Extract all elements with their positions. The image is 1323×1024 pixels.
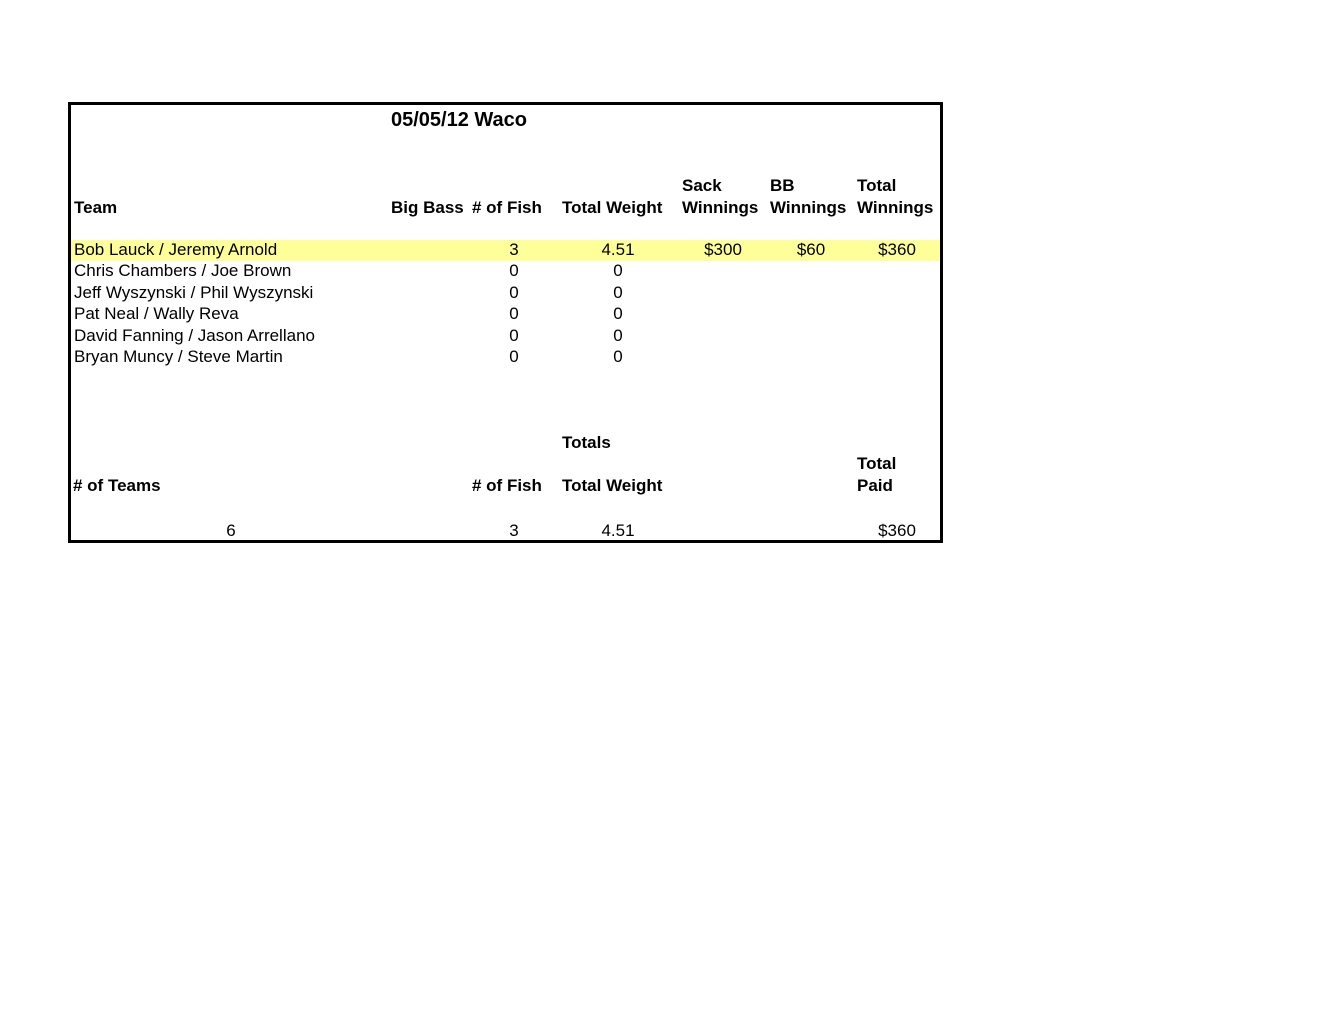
header-total-line2: Winnings	[857, 198, 934, 217]
cell-fish: 0	[509, 325, 519, 345]
cell-fish: 0	[509, 304, 519, 324]
header-sack-line1: Sack	[682, 176, 722, 195]
totals-weight-value: 4.51	[601, 521, 635, 540]
header-sack-line2: Winnings	[682, 198, 759, 217]
cell-team: Jeff Wyszynski / Phil Wyszynski	[74, 282, 314, 302]
cell-weight: 0	[613, 325, 623, 345]
totals-paid-value: $360	[878, 521, 916, 540]
header-bb-line1: BB	[770, 176, 795, 195]
totals-label: Totals	[562, 433, 611, 452]
cell-team: Pat Neal / Wally Reva	[74, 304, 239, 324]
cell-bb-winnings: $60	[796, 240, 826, 259]
cell-team: Bryan Muncy / Steve Martin	[74, 347, 283, 366]
totals-teams-label: # of Teams	[73, 476, 161, 495]
cell-weight: 0	[613, 261, 623, 281]
cell-sack-winnings: $300	[704, 240, 742, 259]
totals-weight-label: Total Weight	[562, 476, 663, 495]
cell-weight: 0	[613, 347, 623, 366]
cell-weight: 0	[613, 304, 623, 324]
cell-weight: 0	[613, 282, 623, 302]
cell-team: David Fanning / Jason Arrellano	[74, 325, 315, 345]
cell-fish: 0	[509, 347, 519, 366]
cell-fish: 0	[509, 282, 519, 302]
cell-team: Chris Chambers / Joe Brown	[74, 261, 292, 281]
totals-fish-value: 3	[509, 521, 519, 540]
totals-fish-label: # of Fish	[472, 476, 542, 495]
header-bb-line2: Winnings	[770, 198, 847, 217]
header-total-line1: Total	[857, 176, 897, 195]
cell-fish: 3	[509, 240, 519, 259]
header-team: Team	[74, 198, 118, 217]
cell-fish: 0	[509, 261, 519, 281]
totals-paid-line2: Paid	[857, 476, 893, 495]
totals-teams-value: 6	[226, 521, 236, 540]
header-fish: # of Fish	[472, 198, 542, 217]
header-total-weight: Total Weight	[562, 198, 663, 217]
cell-team: Bob Lauck / Jeremy Arnold	[74, 240, 278, 259]
cell-total-winnings: $360	[878, 240, 916, 259]
header-big-bass: Big Bass	[391, 198, 464, 217]
cell-weight: 4.51	[601, 240, 635, 259]
totals-paid-line1: Total	[857, 454, 897, 473]
sheet-title: 05/05/12 Waco	[391, 109, 528, 131]
results-sheet	[68, 102, 943, 543]
